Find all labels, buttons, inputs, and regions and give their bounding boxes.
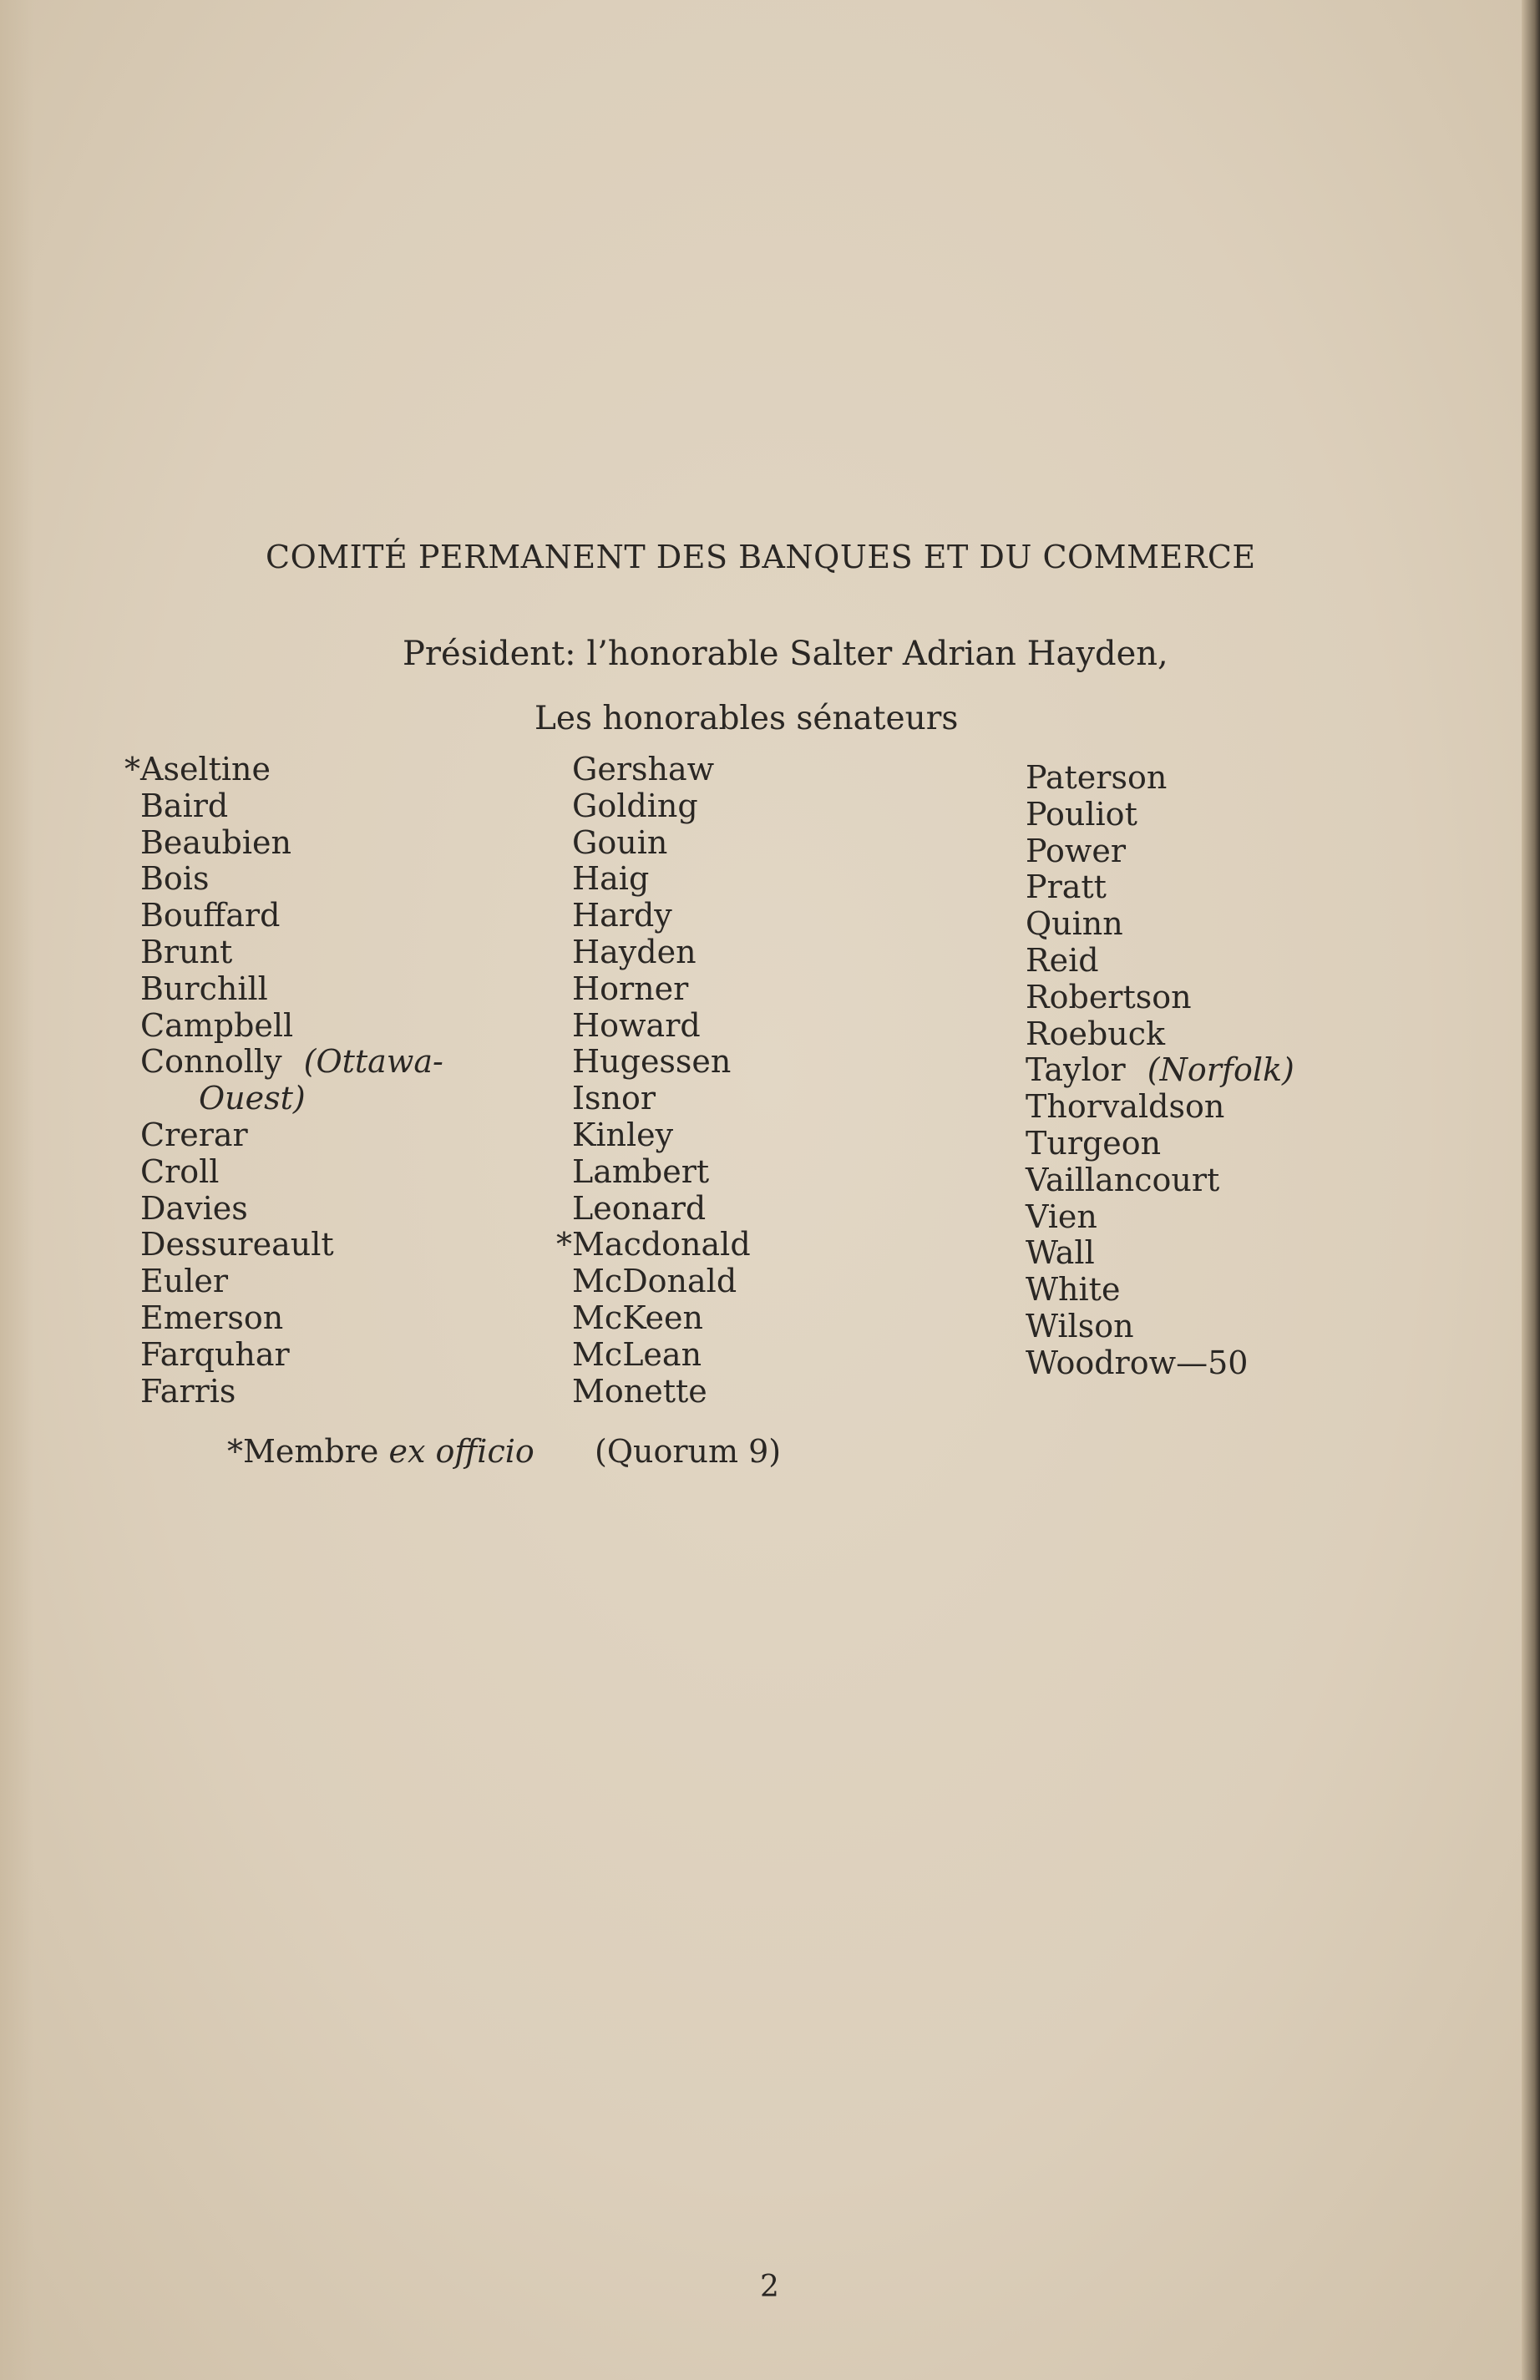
senator-entry	[124, 971, 443, 1008]
senator-name: Pratt	[1026, 868, 1107, 906]
senator-name: Vien	[1026, 1198, 1097, 1235]
senator-entry	[1009, 943, 1294, 980]
senator-entry	[1009, 797, 1294, 833]
senator-name: Taylor	[1026, 1051, 1126, 1089]
senator-name: Brunt	[140, 933, 233, 970]
committee-title: COMITÉ PERMANENT DES BANQUES ET DU COMMERCE	[266, 539, 1256, 575]
senator-name: Kinley	[572, 1116, 674, 1153]
senator-name: Thorvaldson	[1026, 1088, 1225, 1126]
senator-name: Power	[1026, 832, 1127, 869]
senator-entry	[1009, 1089, 1294, 1126]
senator-name: Dessureault	[140, 1226, 334, 1263]
senator-entry	[124, 788, 443, 825]
senator-entry	[124, 1008, 443, 1045]
senator-entry	[555, 1191, 751, 1228]
senator-entry	[1009, 1126, 1294, 1162]
senator-column-2	[555, 752, 751, 1410]
senator-entry	[1009, 980, 1294, 1016]
quorum-note: (Quorum 9)	[595, 1433, 782, 1470]
senator-name: McKeen	[572, 1299, 704, 1336]
footnote-prefix: *Membre	[227, 1433, 389, 1470]
senator-name: Hardy	[572, 897, 672, 934]
senator-name: Lambert	[572, 1152, 710, 1190]
senator-entry	[1009, 1345, 1294, 1382]
senator-name: Isnor	[572, 1080, 656, 1117]
senator-entry	[1009, 869, 1294, 906]
senator-name: Wall	[1026, 1234, 1095, 1272]
senator-name: Roebuck	[1026, 1015, 1166, 1052]
senator-entry	[555, 934, 751, 971]
senator-name: White	[1026, 1271, 1121, 1309]
senator-entry	[124, 1044, 443, 1081]
senator-name: Farris	[140, 1372, 236, 1410]
senator-entry	[555, 898, 751, 934]
senator-name: Burchill	[140, 970, 268, 1007]
senator-entry	[555, 1044, 751, 1081]
senator-qualifier: Ouest)	[199, 1080, 306, 1117]
senator-entry	[1009, 1199, 1294, 1236]
senator-name: Gouin	[572, 823, 668, 861]
senator-name: Macdonald	[572, 1226, 751, 1263]
senator-entry	[555, 1008, 751, 1045]
page-left-shadow	[0, 0, 33, 2380]
senator-name: Howard	[572, 1006, 701, 1044]
senator-entry	[124, 1117, 443, 1154]
senator-entry	[1009, 833, 1294, 870]
senator-entry	[555, 1263, 751, 1300]
senator-name: Emerson	[140, 1299, 284, 1336]
senator-name: McLean	[572, 1335, 702, 1373]
senator-name: Crerar	[140, 1116, 248, 1153]
senator-entry	[124, 752, 443, 788]
senator-entry	[555, 1300, 751, 1337]
senator-name: Croll	[140, 1152, 220, 1190]
senator-entry	[1009, 1162, 1294, 1199]
senator-entry	[555, 1337, 751, 1374]
senator-entry	[555, 1227, 751, 1263]
senator-entry	[124, 1154, 443, 1191]
senator-name: Paterson	[1026, 759, 1168, 796]
senator-entry	[555, 1374, 751, 1410]
senator-name: Leonard	[572, 1189, 707, 1227]
senator-name: Beaubien	[140, 823, 291, 861]
senator-name: Turgeon	[1026, 1124, 1162, 1162]
senator-qualifier: (Ottawa-	[293, 1043, 443, 1081]
senator-entry	[555, 788, 751, 825]
president-line: Président: l’honorable Salter Adrian Hayden,	[403, 635, 1168, 673]
senator-name: Gershaw	[572, 751, 715, 787]
ex-officio-mark: *	[556, 1226, 572, 1263]
senator-name: Aseltine	[140, 751, 271, 787]
senator-entry	[124, 898, 443, 934]
senator-name: McDonald	[572, 1263, 737, 1300]
senator-name: Campbell	[140, 1006, 294, 1044]
senator-name: Euler	[140, 1263, 229, 1300]
senator-entry	[555, 752, 751, 788]
senators-heading: Les honorables sénateurs	[534, 700, 959, 737]
senator-entry	[124, 1337, 443, 1374]
senator-entry	[555, 1154, 751, 1191]
senator-entry	[1009, 1309, 1294, 1345]
senator-entry	[124, 1374, 443, 1410]
senator-entry	[124, 825, 443, 862]
ex-officio-mark: *	[124, 751, 140, 787]
senator-name: Woodrow—50	[1026, 1344, 1249, 1381]
senator-qualifier: (Norfolk)	[1137, 1051, 1294, 1089]
senator-entry	[1009, 1016, 1294, 1053]
senator-name: Quinn	[1026, 905, 1123, 943]
senator-entry	[124, 1300, 443, 1337]
senator-name: Horner	[572, 970, 689, 1007]
senator-entry	[555, 971, 751, 1008]
ex-officio-footnote	[227, 1433, 534, 1470]
senator-name: Farquhar	[140, 1335, 290, 1373]
senator-column-3	[1009, 760, 1294, 1382]
senator-name: Bois	[140, 860, 210, 898]
senator-name: Golding	[572, 787, 698, 824]
senator-name: Reid	[1026, 941, 1099, 979]
senator-entry	[124, 934, 443, 971]
senator-name: Baird	[140, 787, 229, 824]
senator-name: Haig	[572, 860, 650, 898]
senator-entry	[1009, 906, 1294, 943]
page-right-edge	[1522, 0, 1540, 2380]
senator-entry	[555, 825, 751, 862]
senator-entry	[555, 1117, 751, 1154]
senator-entry	[1009, 1052, 1294, 1089]
senator-entry	[1009, 760, 1294, 797]
senator-name: Wilson	[1026, 1307, 1134, 1344]
senator-name: Vaillancourt	[1026, 1161, 1220, 1198]
senator-entry	[124, 1081, 443, 1117]
senator-entry	[555, 1081, 751, 1117]
senator-name: Monette	[572, 1372, 707, 1410]
senator-entry	[124, 1263, 443, 1300]
senator-name: Connolly	[140, 1043, 282, 1081]
senator-entry	[555, 861, 751, 898]
page-number: 2	[760, 2270, 779, 2304]
senator-entry	[124, 1191, 443, 1228]
senator-name: Robertson	[1026, 978, 1192, 1015]
senator-column-1	[124, 752, 443, 1410]
senator-entry	[1009, 1235, 1294, 1272]
senator-entry	[124, 861, 443, 898]
senator-name: Hugessen	[572, 1043, 732, 1081]
footnote-italic: ex officio	[388, 1433, 534, 1470]
senator-name: Pouliot	[1026, 795, 1137, 833]
senator-name: Davies	[140, 1189, 248, 1227]
senator-name: Hayden	[572, 933, 697, 970]
senator-entry	[124, 1227, 443, 1263]
senator-name: Bouffard	[140, 897, 281, 934]
senator-entry	[1009, 1272, 1294, 1309]
